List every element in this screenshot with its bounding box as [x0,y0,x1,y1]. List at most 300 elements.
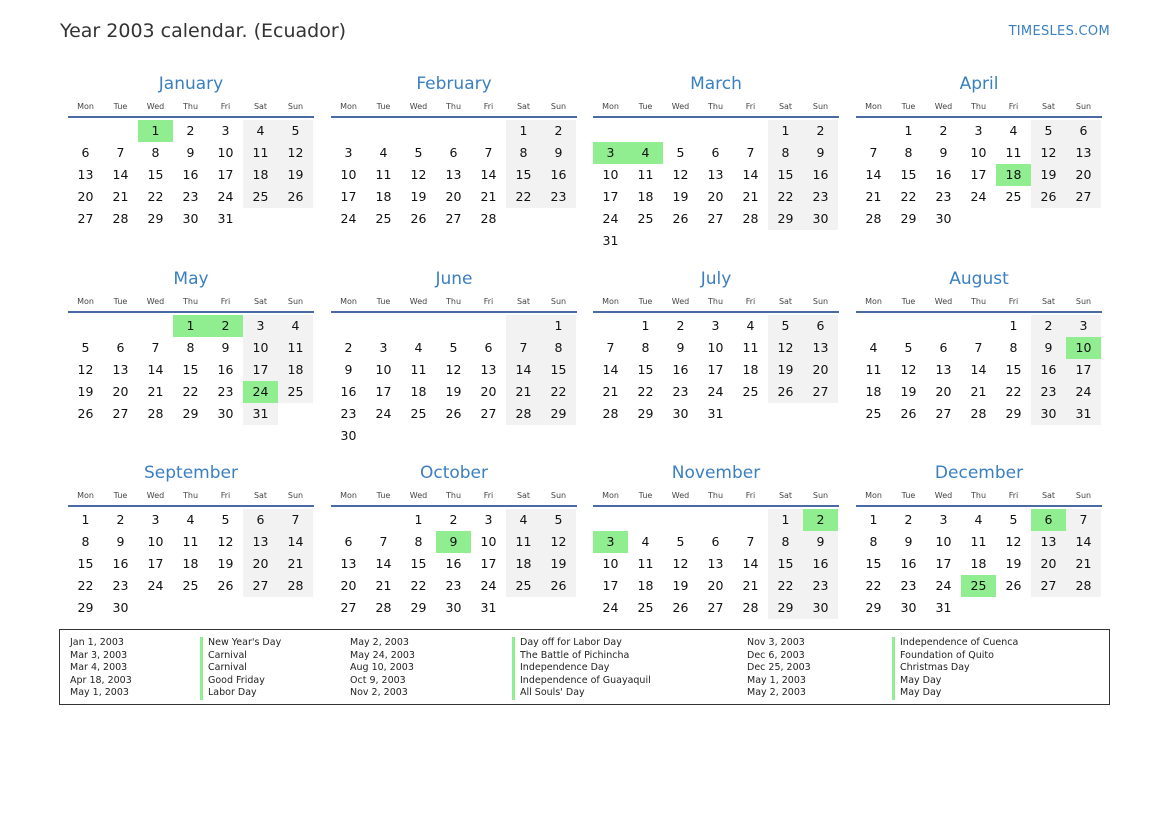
day-cell: 12 [1031,142,1066,164]
day-cell: 28 [480,211,497,226]
legend-holiday-name: Foundation of Quito [892,650,1018,663]
day-cell: 13 [935,362,952,377]
weekday-label: Thu [970,297,987,306]
holiday-day-cell: 4 [628,142,663,164]
day-cell: 25 [637,600,654,615]
day-cell: 4 [746,318,755,333]
day-cell: 14 [865,167,882,182]
empty-day-cell [401,315,436,337]
weekday-label: Fri [483,102,494,111]
weekday-label: Wed [146,102,165,111]
legend-date: Jan 1, 2003 [70,637,124,648]
weekday-label: Mon [602,491,619,500]
day-cell: 16 [803,553,838,575]
legend-holiday-name: Carnival [200,662,281,675]
weekday-label: Wed [146,491,165,500]
day-cell: 15 [1005,362,1022,377]
day-cell: 16 [182,167,199,182]
header-divider [68,505,314,507]
day-cell: 26 [1031,186,1066,208]
empty-day-cell [856,315,891,337]
day-grid [68,315,314,425]
day-cell: 22 [147,189,164,204]
empty-day-cell [471,315,506,337]
day-cell: 3 [243,315,278,337]
day-cell: 11 [278,337,313,359]
empty-day-cell [366,120,401,142]
legend-holiday-name: Day off for Labor Day [512,637,651,650]
day-cell: 5 [278,120,313,142]
day-cell: 20 [1066,164,1101,186]
legend-holiday-name: Carnival [200,650,281,663]
day-cell: 28 [112,211,129,226]
day-cell: 18 [410,384,427,399]
day-cell: 7 [1066,509,1101,531]
day-cell: 15 [900,167,917,182]
weekday-label: Sat [516,102,531,111]
legend-names-column-1 [200,637,281,700]
month-april [856,70,1102,230]
empty-day-cell [733,120,768,142]
day-cell: 9 [186,145,195,160]
weekday-label: Fri [483,491,494,500]
day-cell: 8 [641,340,650,355]
holiday-day-cell: 2 [803,509,838,531]
legend-holiday-name: The Battle of Pichincha [512,650,651,663]
empty-day-cell [366,315,401,337]
weekday-label: Tue [113,491,128,500]
day-cell: 14 [1066,531,1101,553]
day-cell: 26 [278,186,313,208]
day-cell: 5 [221,512,230,527]
day-cell: 16 [900,556,917,571]
day-cell: 31 [935,600,952,615]
day-cell: 20 [445,189,462,204]
month-name: December [934,463,1024,483]
weekday-label: Fri [745,102,756,111]
legend-holiday-name: Labor Day [200,687,281,700]
weekday-label: Mon [340,102,357,111]
empty-day-cell [436,315,471,337]
day-cell: 11 [637,556,654,571]
header-divider [331,505,577,507]
day-grid [331,315,577,447]
weekday-label: Mon [77,102,94,111]
day-cell: 20 [340,578,357,593]
legend-holiday-name: May Day [892,675,1018,688]
day-cell: 29 [541,403,576,425]
day-cell: 19 [445,384,462,399]
day-cell: 5 [676,534,685,549]
day-cell: 24 [602,600,619,615]
day-cell: 19 [672,578,689,593]
day-cell: 24 [707,384,724,399]
day-cell: 11 [506,531,541,553]
weekday-header [593,98,839,116]
empty-day-cell [471,120,506,142]
month-name: August [949,269,1009,289]
weekday-label: Mon [865,102,882,111]
day-cell: 23 [112,578,129,593]
header-divider [856,311,1102,313]
day-cell: 30 [803,597,838,619]
weekday-label: Fri [1008,102,1019,111]
day-grid [593,315,839,425]
day-cell: 5 [414,145,423,160]
empty-day-cell [698,120,733,142]
day-cell: 24 [147,578,164,593]
weekday-label: Thu [445,102,462,111]
day-cell: 20 [112,384,129,399]
empty-day-cell [138,315,173,337]
empty-day-cell [103,120,138,142]
day-cell: 28 [970,406,987,421]
day-cell: 21 [742,578,759,593]
day-cell: 16 [445,556,462,571]
day-cell: 4 [974,512,983,527]
day-cell: 17 [340,189,357,204]
day-cell: 19 [1005,556,1022,571]
day-cell: 19 [278,164,313,186]
day-cell: 4 [869,340,878,355]
day-grid [856,120,1102,230]
page-title: Year 2003 calendar. (Ecuador) [60,20,347,42]
day-cell: 30 [935,211,952,226]
empty-day-cell [68,315,103,337]
day-cell: 29 [77,600,94,615]
day-cell: 14 [602,362,619,377]
day-cell: 15 [506,164,541,186]
day-cell: 8 [904,145,913,160]
day-cell: 6 [81,145,90,160]
day-cell: 27 [707,211,724,226]
day-cell: 11 [637,167,654,182]
day-cell: 9 [939,145,948,160]
day-cell: 6 [939,340,948,355]
day-cell: 8 [541,337,576,359]
day-cell: 11 [182,534,199,549]
weekday-label: Fri [220,491,231,500]
empty-day-cell [436,120,471,142]
weekday-label: Fri [1008,491,1019,500]
day-cell: 3 [151,512,160,527]
legend-date: May 1, 2003 [70,687,129,698]
day-cell: 8 [186,340,195,355]
day-cell: 15 [182,362,199,377]
day-cell: 10 [602,556,619,571]
day-cell: 9 [541,142,576,164]
weekday-label: Wed [934,102,953,111]
day-cell: 14 [480,167,497,182]
day-cell: 27 [707,600,724,615]
day-cell: 5 [904,340,913,355]
day-cell: 25 [278,381,313,403]
day-cell: 6 [711,534,720,549]
day-grid [856,509,1102,619]
day-cell: 2 [344,340,353,355]
day-cell: 6 [484,340,493,355]
day-cell: 15 [410,556,427,571]
day-cell: 8 [768,531,803,553]
day-cell: 11 [970,534,987,549]
day-cell: 2 [1031,315,1066,337]
empty-day-cell [698,509,733,531]
day-cell: 25 [243,186,278,208]
day-cell: 20 [480,384,497,399]
day-cell: 27 [935,406,952,421]
weekday-label: Sun [287,297,304,306]
day-cell: 8 [1009,340,1018,355]
day-cell: 4 [278,315,313,337]
day-cell: 26 [900,406,917,421]
day-cell: 29 [900,211,917,226]
month-name: July [700,269,732,289]
day-cell: 25 [375,211,392,226]
day-cell: 2 [803,120,838,142]
empty-day-cell [68,120,103,142]
weekday-label: Sun [812,297,829,306]
weekday-label: Sat [253,297,268,306]
day-cell: 26 [541,575,576,597]
day-cell: 26 [77,406,94,421]
day-cell: 28 [278,575,313,597]
day-cell: 26 [672,600,689,615]
day-cell: 16 [541,164,576,186]
empty-day-cell [856,120,891,142]
holiday-day-cell: 18 [996,164,1031,186]
weekday-label: Tue [376,491,391,500]
holiday-day-cell: 24 [243,381,278,403]
day-cell: 10 [243,337,278,359]
day-cell: 21 [480,189,497,204]
day-cell: 15 [541,359,576,381]
header-divider [593,116,839,118]
day-cell: 13 [803,337,838,359]
day-cell: 16 [340,384,357,399]
month-october [331,459,577,619]
day-cell: 26 [445,406,462,421]
legend-holiday-name: Independence Day [512,662,651,675]
day-cell: 25 [410,406,427,421]
brand-link[interactable]: TIMESLES.COM [1008,24,1110,39]
day-cell: 9 [1031,337,1066,359]
day-cell: 14 [278,531,313,553]
month-may [68,265,314,425]
weekday-label: Fri [1008,297,1019,306]
weekday-label: Mon [340,297,357,306]
legend-date: Nov 2, 2003 [350,687,408,698]
legend-holiday-name: All Souls' Day [512,687,651,700]
month-name: April [959,74,999,94]
day-cell: 23 [182,189,199,204]
weekday-label: Mon [340,491,357,500]
day-cell: 1 [641,318,650,333]
day-cell: 17 [217,167,234,182]
day-cell: 26 [672,211,689,226]
day-cell: 20 [935,384,952,399]
day-cell: 19 [410,189,427,204]
day-cell: 30 [445,600,462,615]
month-name: October [419,463,489,483]
day-cell: 10 [480,534,497,549]
day-cell: 10 [602,167,619,182]
legend-date: May 2, 2003 [350,637,409,648]
empty-day-cell [628,509,663,531]
day-cell: 24 [1066,381,1101,403]
day-cell: 26 [410,211,427,226]
day-cell: 16 [112,556,129,571]
day-cell: 25 [182,578,199,593]
day-cell: 31 [243,403,278,425]
day-cell: 30 [182,211,199,226]
day-cell: 17 [602,189,619,204]
weekday-label: Sun [1075,297,1092,306]
day-cell: 23 [900,578,917,593]
day-cell: 10 [217,145,234,160]
day-cell: 23 [217,384,234,399]
day-cell: 26 [217,578,234,593]
day-cell: 7 [278,509,313,531]
weekday-label: Mon [602,297,619,306]
day-cell: 27 [77,211,94,226]
weekday-header [331,487,577,505]
day-cell: 1 [81,512,90,527]
empty-day-cell [891,315,926,337]
day-cell: 13 [445,167,462,182]
header-divider [856,116,1102,118]
weekday-label: Tue [901,102,916,111]
day-cell: 10 [147,534,164,549]
day-cell: 10 [707,340,724,355]
day-cell: 23 [935,189,952,204]
day-cell: 7 [379,534,388,549]
legend-dates-column-1 [70,637,132,700]
weekday-label: Thu [970,491,987,500]
day-cell: 7 [974,340,983,355]
day-cell: 15 [768,553,803,575]
legend-names-column-3 [892,637,1018,700]
weekday-header [856,98,1102,116]
legend-date: Mar 4, 2003 [70,662,128,673]
holiday-day-cell: 10 [1066,337,1101,359]
holiday-day-cell: 9 [436,531,471,553]
holiday-day-cell: 25 [961,575,996,597]
day-cell: 6 [1066,120,1101,142]
day-cell: 5 [1031,120,1066,142]
day-cell: 24 [375,406,392,421]
day-cell: 22 [768,575,803,597]
day-cell: 9 [116,534,125,549]
legend-date: Dec 6, 2003 [747,649,805,661]
weekday-label: Sat [516,297,531,306]
day-cell: 21 [506,381,541,403]
day-cell: 10 [340,167,357,182]
day-cell: 12 [768,337,803,359]
day-cell: 10 [970,145,987,160]
day-cell: 10 [935,534,952,549]
day-cell: 14 [970,362,987,377]
day-cell: 12 [541,531,576,553]
day-cell: 12 [672,167,689,182]
day-cell: 2 [904,512,913,527]
weekday-label: Thu [182,491,199,500]
day-cell: 13 [707,167,724,182]
day-cell: 8 [414,534,423,549]
legend-date: Nov 3, 2003 [747,637,805,648]
weekday-header [331,98,577,116]
day-cell: 22 [410,578,427,593]
month-august [856,265,1102,425]
day-cell: 30 [803,208,838,230]
day-cell: 19 [541,553,576,575]
weekday-label: Fri [745,297,756,306]
day-cell: 11 [865,362,882,377]
day-cell: 12 [410,167,427,182]
day-cell: 25 [742,384,759,399]
day-cell: 25 [506,575,541,597]
month-name: November [671,463,761,483]
day-cell: 12 [900,362,917,377]
day-cell: 12 [445,362,462,377]
weekday-header [331,293,577,311]
day-cell: 18 [182,556,199,571]
day-grid [331,120,577,230]
day-cell: 9 [676,340,685,355]
day-cell: 17 [602,578,619,593]
day-cell: 1 [1009,318,1018,333]
day-cell: 24 [970,189,987,204]
day-cell: 17 [480,556,497,571]
day-cell: 24 [480,578,497,593]
day-cell: 29 [637,406,654,421]
holiday-day-cell: 1 [138,120,173,142]
day-cell: 28 [742,600,759,615]
weekday-label: Mon [602,102,619,111]
day-cell: 28 [1066,575,1101,597]
holiday-day-cell: 6 [1031,509,1066,531]
day-cell: 15 [77,556,94,571]
weekday-label: Tue [638,297,653,306]
weekday-label: Sat [253,491,268,500]
holiday-legend [59,629,1110,705]
day-cell: 19 [672,189,689,204]
day-cell: 9 [221,340,230,355]
day-cell: 28 [742,211,759,226]
day-cell: 23 [340,406,357,421]
day-grid [593,120,839,252]
day-cell: 6 [344,534,353,549]
legend-holiday-name: Good Friday [200,675,281,688]
day-cell: 17 [1066,359,1101,381]
weekday-label: Thu [445,491,462,500]
weekday-label: Fri [220,102,231,111]
day-cell: 6 [711,145,720,160]
day-cell: 21 [112,189,129,204]
day-cell: 9 [904,534,913,549]
day-cell: 11 [410,362,427,377]
day-cell: 1 [768,120,803,142]
weekday-label: Sun [287,491,304,500]
month-name: January [158,74,224,94]
header-divider [856,505,1102,507]
empty-day-cell [506,315,541,337]
weekday-label: Mon [77,491,94,500]
day-cell: 31 [217,211,234,226]
day-cell: 14 [375,556,392,571]
day-cell: 19 [217,556,234,571]
empty-day-cell [961,315,996,337]
day-cell: 7 [869,145,878,160]
